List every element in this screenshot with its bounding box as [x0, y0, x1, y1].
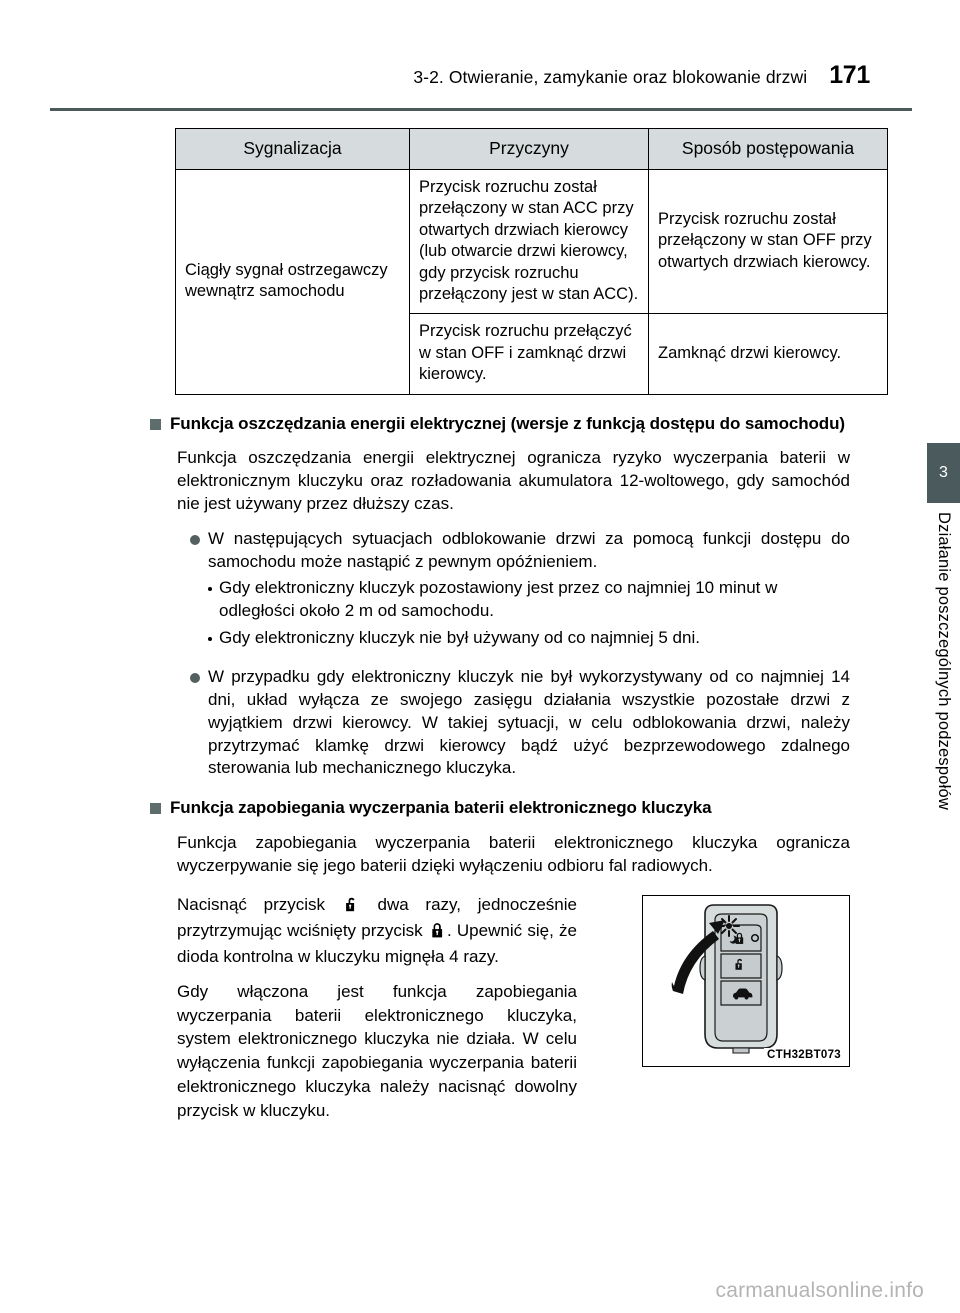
key-fob-figure — [642, 895, 850, 1067]
site-watermark: carmanualsonline.info — [715, 1279, 924, 1302]
small-bullet-icon — [208, 587, 212, 591]
page-content — [150, 128, 872, 1123]
cell-action: Zamknąć drzwi kierowcy. — [649, 314, 888, 394]
column-header-cause: Przyczyny — [410, 129, 649, 170]
bullet-text: W przypadku gdy elektroniczny kluczyk nie był wykorzystywany od co najmniej 14 dni, układ wyłącza ze swojego zasięgu działania wszystkie pozostałe drzwi z wyjątkiem drzwi kierowcy. W takiej sytuacji, w celu odblokowania drzwi, należy przytrzymać klamkę drzwi kierowcy bądź użyć bezprzewodowego zdalnego sterowania lub mechanicznego kluczyka. — [208, 667, 850, 778]
lower-block — [177, 893, 850, 1122]
cell-signal: Ciągły sygnał ostrzegawczy wewnątrz samochodu — [176, 169, 410, 394]
round-bullet-icon — [190, 535, 200, 545]
instruction-text-part-2: dwa razy, jednocześnie przytrzymując wciśnięty przycisk — [177, 895, 577, 941]
figure-code: CTH32BT073 — [764, 1048, 844, 1062]
bullet-item — [190, 666, 850, 780]
square-bullet-icon — [150, 803, 161, 814]
square-bullet-icon — [150, 419, 161, 430]
warning-signals-table — [175, 128, 888, 395]
key-fob-illustration — [643, 896, 849, 1066]
section-heading-text: Funkcja zapobiegania wyczerpania baterii elektronicznego kluczyka — [170, 798, 712, 818]
sub-bullet-text: Gdy elektroniczny kluczyk nie był używany od co najmniej 5 dni. — [219, 628, 700, 648]
section-paragraph: Funkcja oszczędzania energii elektrycznej ogranicza ryzyko wyczerpania baterii w elektronicznym kluczyku oraz rozładowania akumulatora 12-woltowego, gdy samochód nie jest używany przez dłuższy czas. — [177, 448, 850, 513]
section-heading-text: Funkcja oszczędzania energii elektrycznej (wersje z funkcją dostępu do samochodu) — [170, 413, 845, 433]
instruction-text-part-1: Nacisnąć przycisk — [177, 895, 326, 915]
page-number: 171 — [829, 61, 870, 89]
disable-instruction-paragraph: Gdy włączona jest funkcja zapobiegania wyczerpania baterii elektronicznego kluczyka, system elektronicznego kluczyka nie działa. W celu wyłączenia funkcji zapobiegania wyczerpania baterii elektronicznego kluczyka należy nacisnąć dowolny przycisk w kluczyku. — [177, 981, 577, 1120]
chapter-tab-number — [927, 443, 960, 503]
section-heading-power-saving — [150, 413, 850, 435]
table-header-row — [176, 129, 888, 170]
cell-action: Przycisk rozruchu został przełączony w stan OFF przy otwartych drzwiach kierowcy. — [649, 169, 888, 314]
cell-cause: Przycisk rozruchu został przełączony w stan ACC przy otwartych drzwiach kierowcy (lub otwarcie drzwi kierowcy, gdy przycisk rozruchu przełączony jest w stan ACC). — [410, 169, 649, 314]
column-header-signal: Sygnalizacja — [176, 129, 410, 170]
chapter-number-text: 3 — [939, 464, 948, 481]
sub-bullet-item — [208, 577, 850, 623]
cell-cause: Przycisk rozruchu przełączyć w stan OFF i zamknąć drzwi kierowcy. — [410, 314, 649, 394]
lock-icon — [431, 921, 444, 945]
page-header — [0, 0, 960, 112]
header-divider — [50, 108, 912, 111]
instruction-paragraph — [177, 893, 577, 968]
round-bullet-icon — [190, 673, 200, 683]
lower-left-text — [177, 893, 577, 1122]
section-paragraph: Funkcja zapobiegania wyczerpania baterii elektronicznego kluczyka ogranicza wyczerpywanie się jego baterii dzięki wyłączeniu odbioru fal radiowych. — [177, 832, 850, 875]
header-section-title: 3-2. Otwieranie, zamykanie oraz blokowanie drzwi — [413, 67, 808, 87]
chapter-label-text: Działanie poszczególnych podzespołów — [935, 512, 953, 810]
chapter-tab-label — [927, 512, 960, 912]
small-bullet-icon — [208, 637, 212, 641]
sub-bullet-text: Gdy elektroniczny kluczyk pozostawiony jest przez co najmniej 10 minut w odległości około 2 m od samochodu. — [219, 578, 778, 621]
table-row — [176, 169, 888, 314]
instruction-text-part-3: . Upewnić się, że dioda kontrolna w kluczyku mignęła 4 razy. — [177, 921, 577, 967]
sub-bullet-item — [208, 627, 850, 650]
unlock-icon — [345, 895, 358, 919]
column-header-action: Sposób postępowania — [649, 129, 888, 170]
bullet-text: W następujących sytuacjach odblokowanie drzwi za pomocą funkcji dostępu do samochodu może nastąpić z pewnym opóźnieniem. — [208, 528, 850, 571]
section-heading-battery-protection — [150, 797, 850, 819]
bullet-item — [190, 528, 850, 574]
